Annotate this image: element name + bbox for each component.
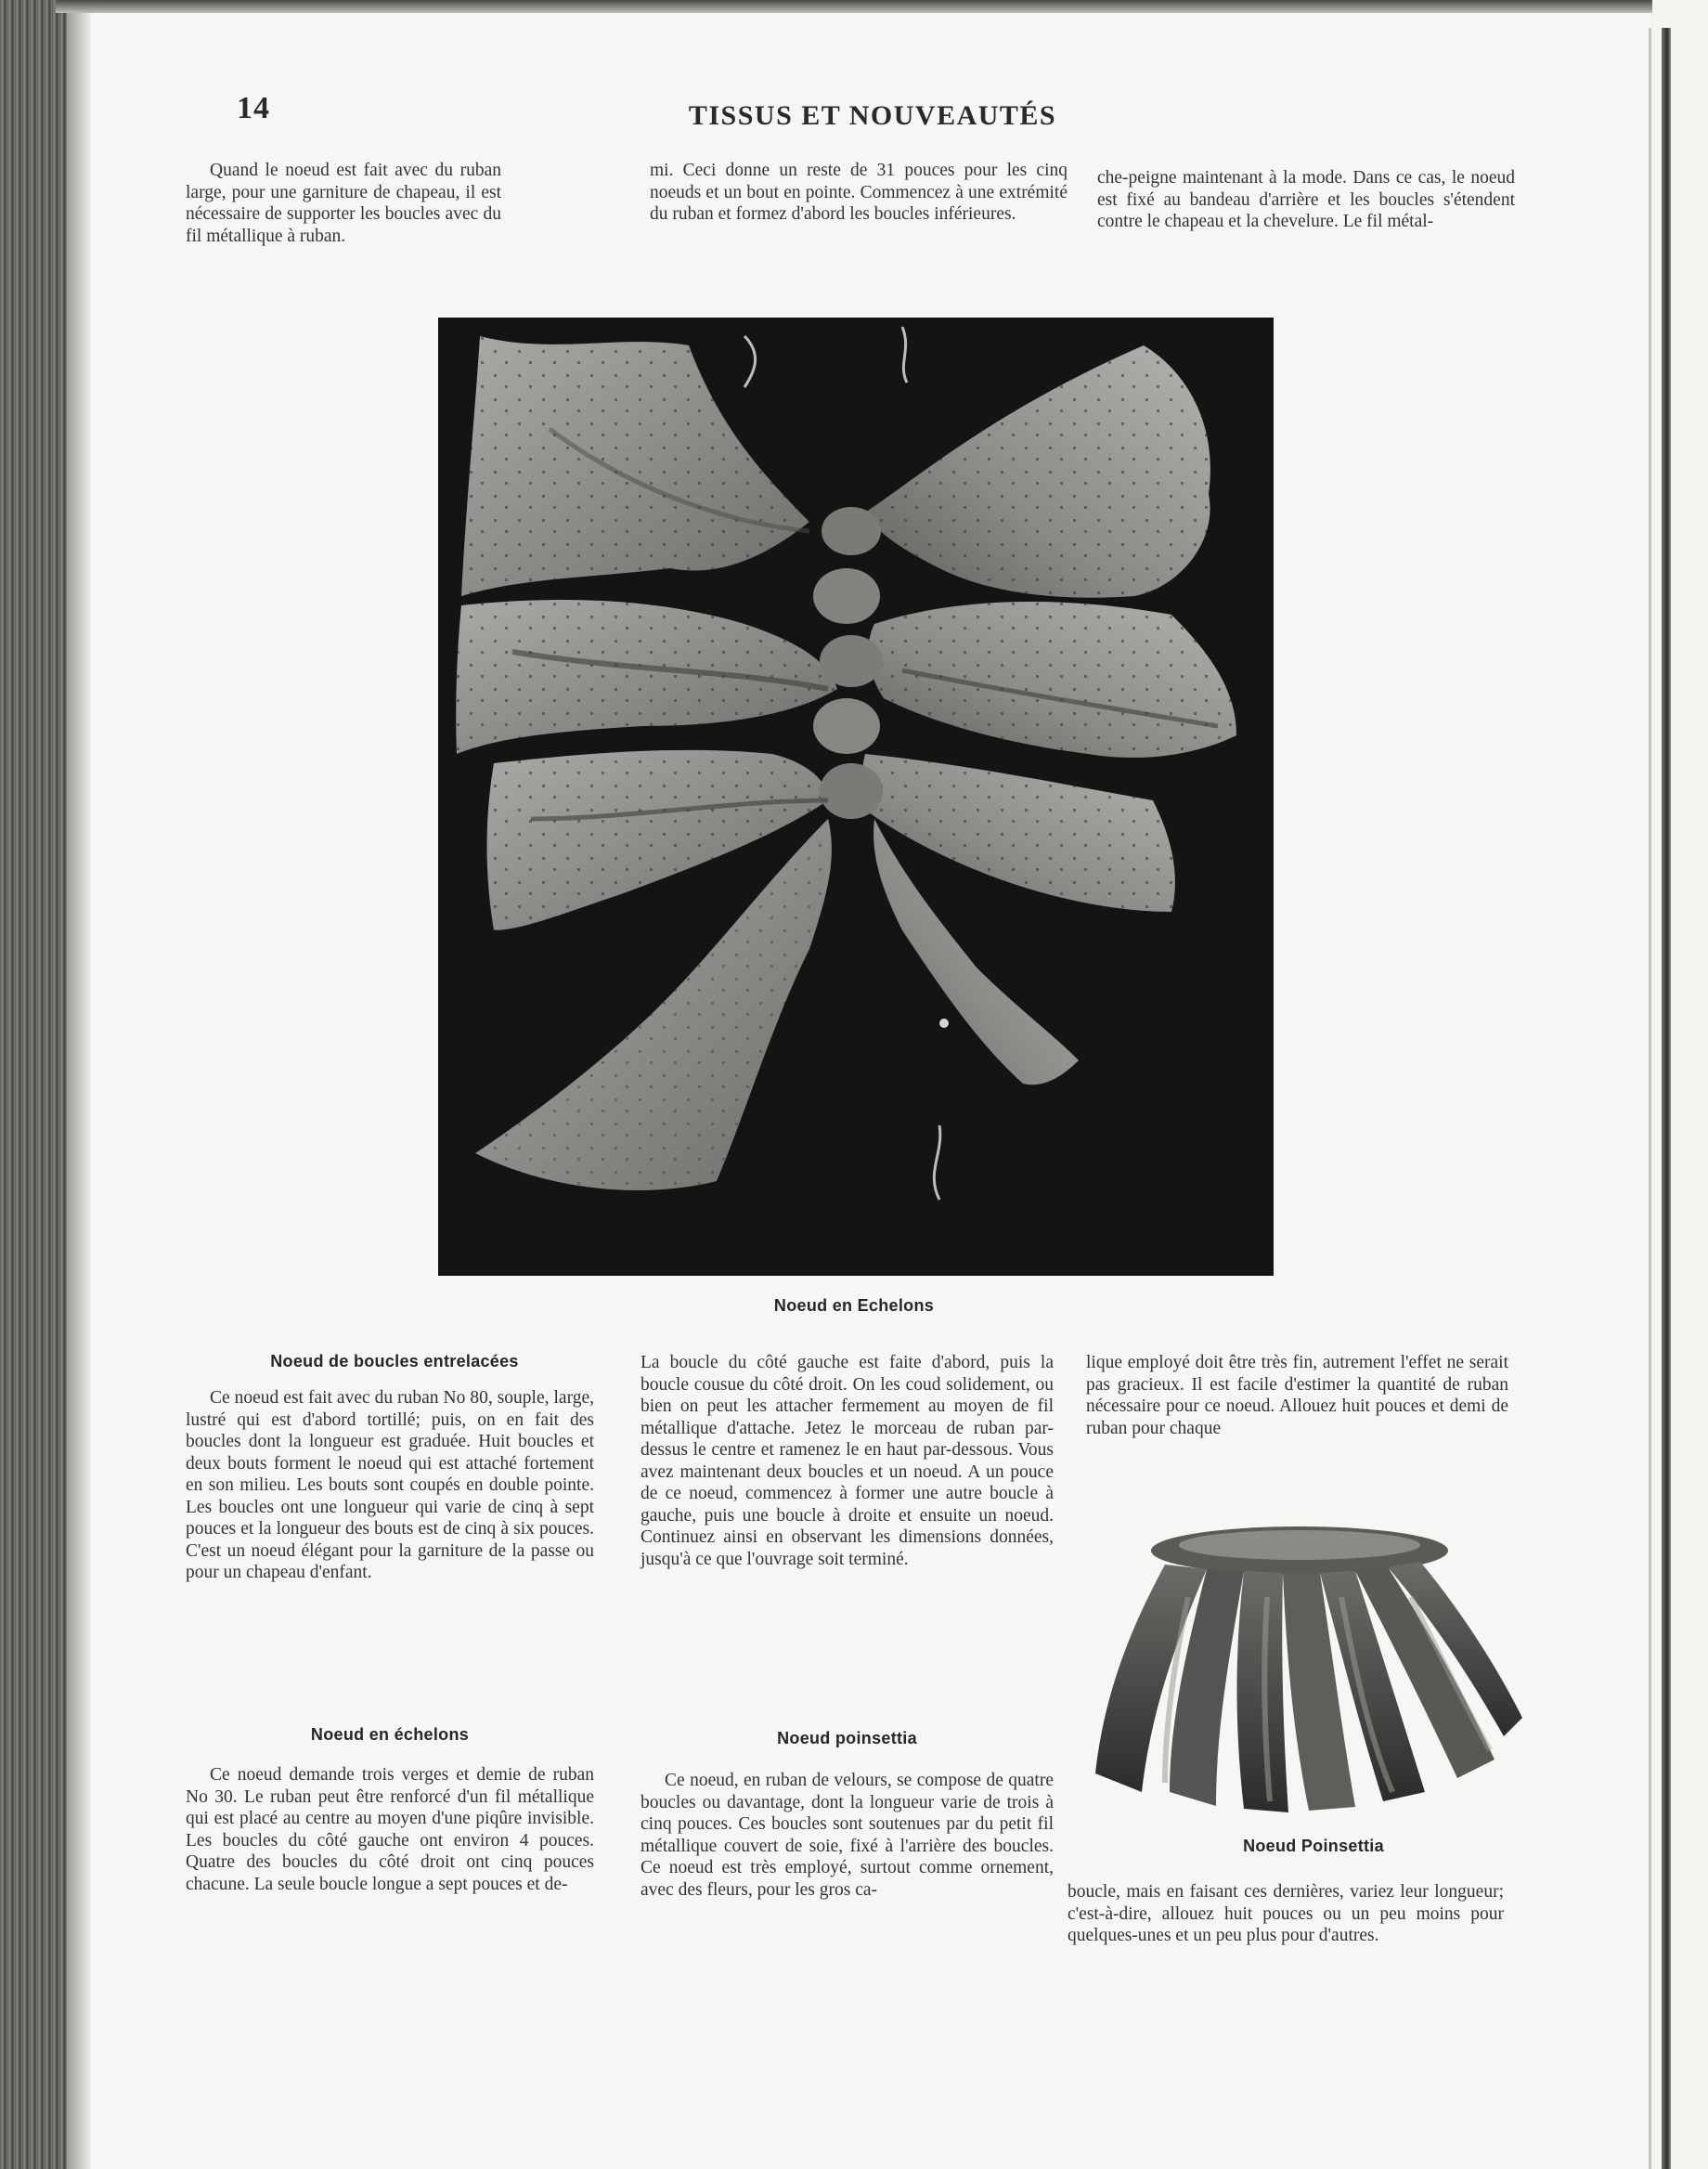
paragraph: Ce noeud est fait avec du ruban No 80, souple, large, lustré qui est d'abord tortillé; puis, on en fait des boucles dont la longueur est graduée. Huit boucles et deux bouts forment le noeud qui est attaché fortement en son milieu. Les bouts sont coupés en double pointe. Les boucles ont une longueur qui varie de cinq à sept pouces et la longueur des bouts est de cinq à six pouces. C'est un noeud élégant pour la garniture de la passe ou pour un chapeau d'enfant. [186,1388,594,1582]
column-3-continuation [1086,1352,1508,1439]
book-spine-edge-right [1662,28,1671,2169]
section-heading-entrelacees: Noeud de boucles entrelacées [270,1352,519,1370]
section-body-entrelacees [186,1387,594,1584]
figure-caption-main: Noeud en Echelons [773,1296,935,1315]
section-body-echelons [186,1764,594,1895]
paragraph: Ce noeud, en ruban de velours, se compose de quatre boucles ou davantage, dont la longueur varie de trois à cinq pouces. Ces boucles sont soutenues par du petit fil métallique couvert de soie, fixé à l'arrière des boucles. Ce noeud est très employé, surtout comme ornement, avec des fleurs, pour les gros ca- [640,1771,1054,1900]
poinsettia-bow-icon [1077,1513,1532,1820]
paragraph: mi. Ceci donne un reste de 31 pouces pour les cinq noeuds et un bout en pointe. Commencez à une extrémité du ruban et formez d'abord les boucles inférieures. [650,161,1068,224]
top-edge-shadow [56,0,1652,13]
column-2-continuation [640,1352,1054,1570]
paragraph: lique employé doit être très fin, autrement l'effet ne serait pas gracieux. Il est facile d'estimer la quantité de ruban nécessaire pour ce noeud. Allouez huit pouces et demi de ruban pour chaque [1086,1353,1508,1438]
paragraph: che-peigne maintenant à la mode. Dans ce cas, le noeud est fixé au bandeau d'arrière et les boucles s'étendent contre le chapeau et la chevelure. Le fil métal- [1097,168,1515,231]
ribbon-bow-photo [438,318,1274,1276]
running-title: TISSUS ET NOUVEAUTÉS [688,100,1057,131]
section-body-poinsettia [640,1770,1054,1901]
paragraph: boucle, mais en faisant ces dernières, variez leur longueur; c'est-à-dire, allouez huit pouces ou un peu moins pour quelques-unes et un peu plus pour d'autres. [1068,1882,1504,1945]
paragraph: La boucle du côté gauche est faite d'abord, puis la boucle cousue du côté droit. On les coud solidement, ou bien on peut les attacher fermement au moyen de fil métallique d'attache. Jetez le morceau de ruban par-dessus le centre et ramenez le en haut par-dessous. Vous avez maintenant deux boucles et un noeud. A un pouce de ce noeud, commencez à former une autre boucle à gauche, puis une boucle à droite et ensuite un noeud. Continuez ainsi en observant les dimensions données, jusqu'à ce que l'ouvrage soit terminé. [640,1353,1054,1569]
book-page-stack-left [0,0,67,2169]
top-column-3 [1097,167,1515,233]
paragraph: Ce noeud demande trois verges et demie de ruban No 30. Le ruban peut être renforcé d'un fil métallique qui est placé au centre au moyen d'une piqûre invisible. Les boucles du côté gauche ont environ 4 pouces. Quatre des boucles du côté droit ont cinq pouces chacune. La seule boucle longue a sept pouces et de- [186,1765,594,1894]
column-3-end [1068,1881,1504,1947]
section-heading-poinsettia: Noeud poinsettia [777,1729,917,1747]
gutter-shadow [67,0,91,2169]
page-number: 14 [237,91,270,125]
poinsettia-bow-illustration [1077,1513,1532,1820]
top-column-1 [186,160,501,247]
section-heading-echelons: Noeud en échelons [310,1725,470,1744]
top-column-2 [650,160,1068,226]
paragraph: Quand le noeud est fait avec du ruban large, pour une garniture de chapeau, il est nécessaire de supporter les boucles avec du fil métallique à ruban. [186,161,501,246]
right-page-edge [1649,28,1651,2169]
figure-caption-poinsettia: Noeud Poinsettia [1243,1837,1384,1855]
ribbon-bow-photo-icon [438,318,1274,1276]
